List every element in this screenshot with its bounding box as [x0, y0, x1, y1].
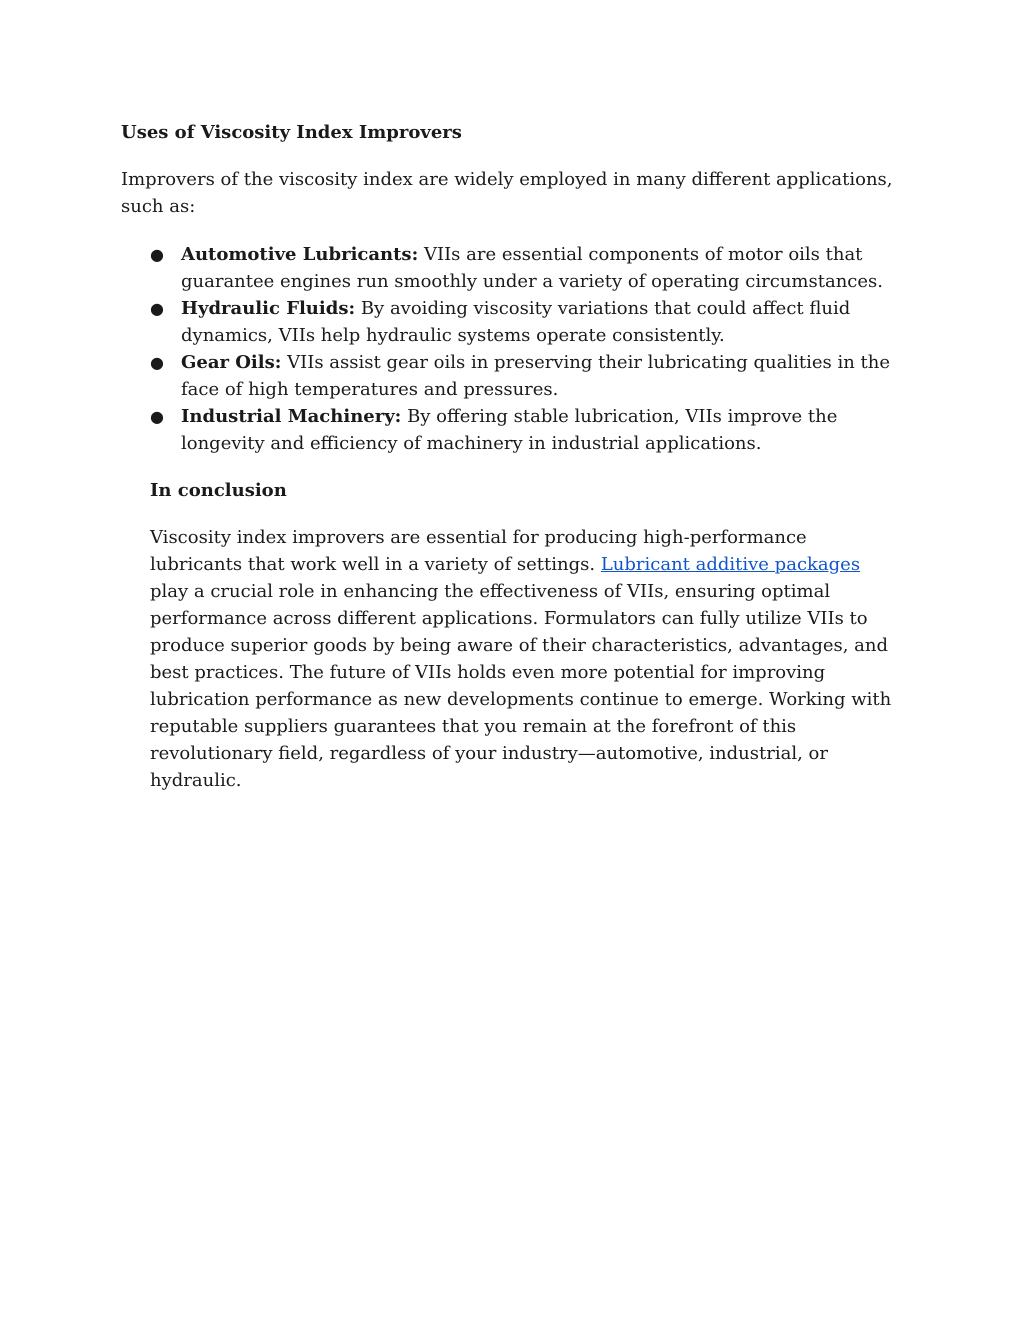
- list-item-term: Hydraulic Fluids:: [181, 298, 356, 319]
- list-item: [150, 349, 902, 403]
- bullet-icon: ●: [150, 353, 164, 372]
- conclusion-text-start: Viscosity index improvers are essential for producing high-performance lubricants that work well in a variety of settings.: [150, 527, 807, 575]
- list-item: [150, 295, 902, 349]
- list-item-text: VIIs assist gear oils in preserving their lubricating qualities in the face of high temperatures and pressures.: [181, 352, 891, 400]
- list-item-term: Automotive Lubricants:: [181, 244, 419, 265]
- list-item: [150, 241, 902, 295]
- list-item-text: By offering stable lubrication, VIIs improve the longevity and efficiency of machinery in industrial applications.: [181, 406, 838, 454]
- list-item-term: Gear Oils:: [181, 352, 282, 373]
- conclusion-paragraph: [150, 524, 902, 794]
- conclusion-text-end: play a crucial role in enhancing the effectiveness of VIIs, ensuring optimal performance across different applications. Formulators can fully utilize VIIs to produce superior goods by being aware of their characteristics, advantages, and best practices. The future of VIIs holds even more potential for improving lubrication performance as new developments continue to emerge. Working with reputable suppliers guarantees that you remain at the forefront of this revolutionary field, regardless of your industry—automotive, industrial, or hydraulic.: [150, 581, 892, 791]
- list-item-term: Industrial Machinery:: [181, 406, 402, 427]
- intro-paragraph: Improvers of the viscosity index are widely employed in many different applications, such as:: [121, 169, 893, 217]
- bullet-icon: ●: [150, 245, 164, 264]
- section-heading: Uses of Viscosity Index Improvers: [121, 122, 462, 143]
- applications-list: [150, 241, 902, 457]
- lubricant-additive-packages-link[interactable]: Lubricant additive packages: [600, 554, 861, 575]
- conclusion-heading: In conclusion: [150, 480, 287, 501]
- list-item-text: By avoiding viscosity variations that could affect fluid dynamics, VIIs help hydraulic systems operate consistently.: [181, 298, 851, 346]
- list-item: [150, 403, 902, 457]
- list-item-text: VIIs are essential components of motor oils that guarantee engines run smoothly under a variety of operating circumstances.: [181, 244, 883, 292]
- bullet-icon: ●: [150, 407, 164, 426]
- bullet-icon: ●: [150, 299, 164, 318]
